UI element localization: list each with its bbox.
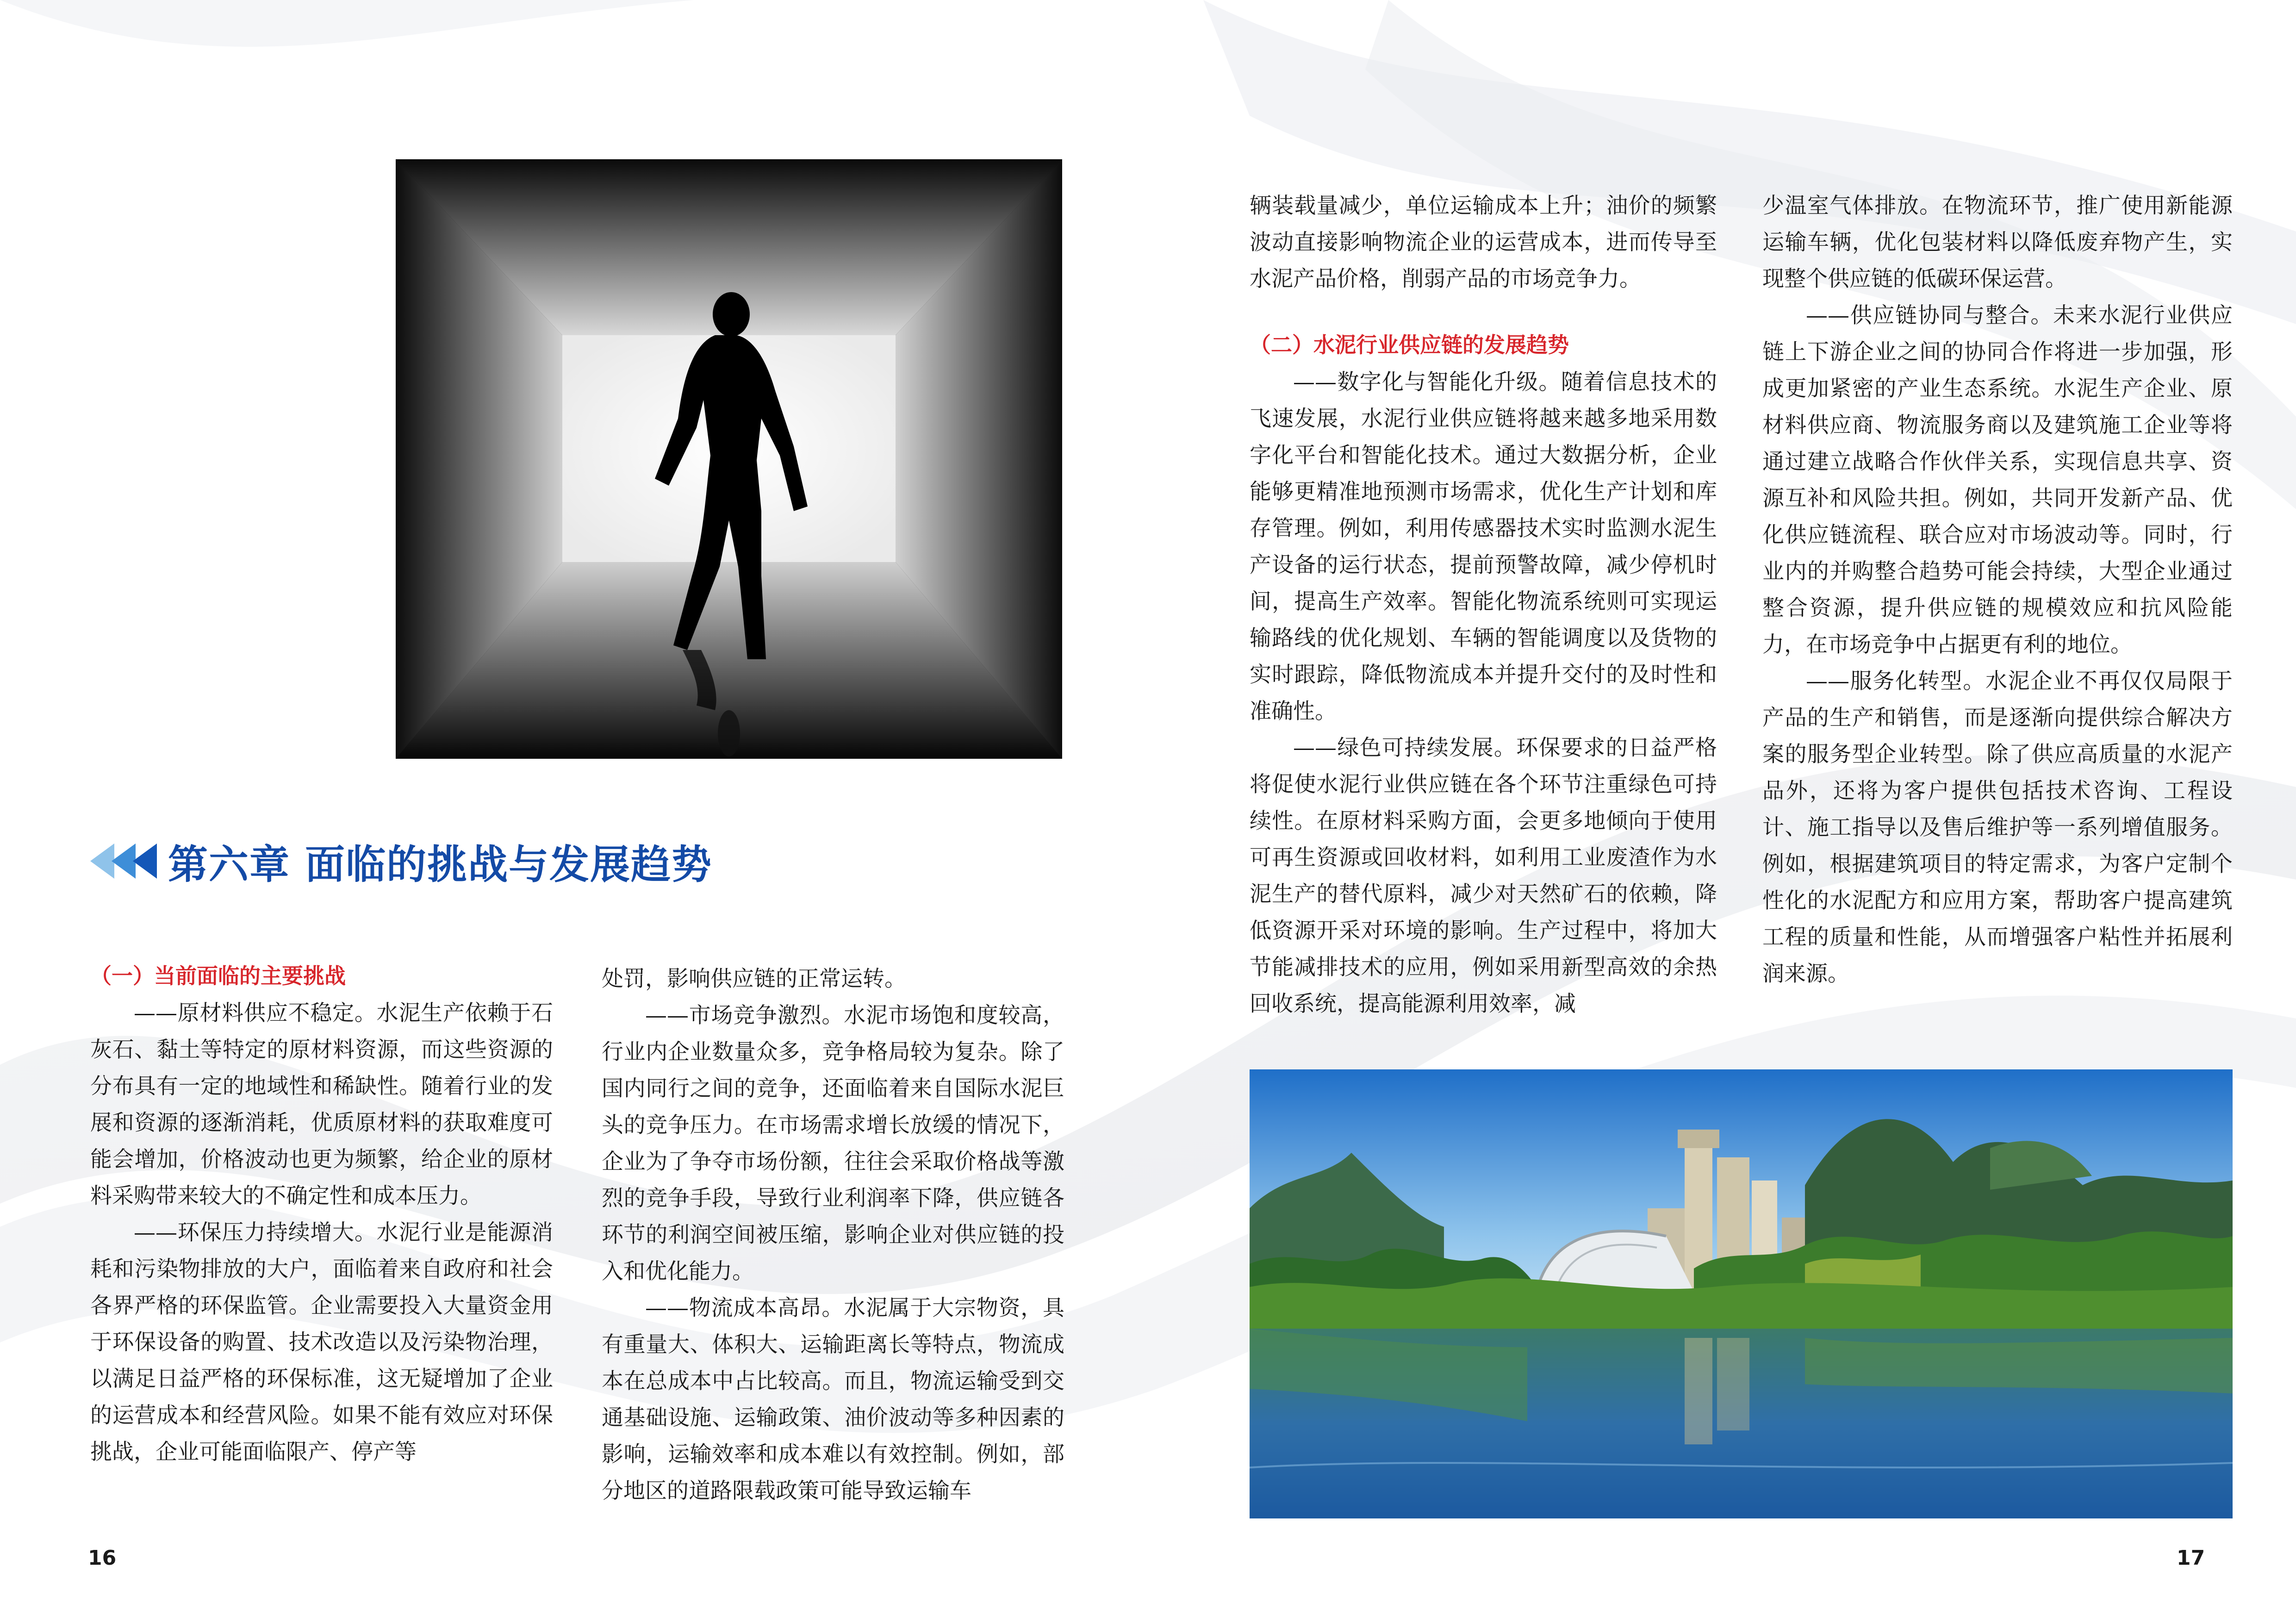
right-page	[1148, 0, 2296, 1624]
paragraph-synergy: ——供应链协同与整合。未来水泥行业供应链上下游企业之间的协同合作将进一步加强，形成更加紧密的产业生态系统。水泥生产企业、原材料供应商、物流服务商以及建筑施工企业等将通过建立战略合作伙伴关系，实现信息共享、资源互补和风险共担。例如，共同开发新产品、优化供应链流程、联合应对市场波动等。同时，行业内的并购整合趋势可能会持续，大型企业通过整合资源，提升供应链的规模效应和抗风险能力，在市场竞争中占据更有利的地位。	[1762, 303, 2233, 657]
paragraph-logistics-continued: 辆装载量减少，单位运输成本上升；油价的频繁波动直接影响物流企业的运营成本，进而传导至水泥产品价格，削弱产品的市场竞争力。	[1250, 193, 1717, 292]
paragraph-raw-materials: ——原材料供应不稳定。水泥生产依赖于石灰石、黏土等特定的原材料资源，而这些资源的分布具有一定的地域性和稀缺性。随着行业的发展和资源的逐渐消耗，优质原材料的获取难度可能会增加，价格波动也更为频繁，给企业的原材料采购带来较大的不确定性和成本压力。	[90, 1000, 553, 1209]
section-heading-challenges: （一）当前面临的主要挑战	[90, 963, 346, 988]
paragraph-green: ——绿色可持续发展。环保要求的日益严格将促使水泥行业供应链在各个环节注重绿色可持续性。在原材料采购方面，会更多地倾向于使用可再生资源或回收材料，如利用工业废渣作为水泥生产的替代原料，减少对天然矿石的依赖，降低资源开采对环境的影响。生产过程中，将加大节能减排技术的应用，例如采用新型高效的余热回收系统，提高能源利用效率，减	[1250, 735, 1717, 1017]
paragraph-competition: ——市场竞争激烈。水泥市场饱和度较高，行业内企业数量众多，竞争格局较为复杂。除了国内同行之间的竞争，还面临着来自国际水泥巨头的竞争压力。在市场需求增长放缓的情况下，企业为了争夺市场份额，往往会采取价格战等激烈的竞争手段，导致行业利润率下降，供应链各环节的利润空间被压缩，影响企业对供应链的投入和优化能力。	[602, 1003, 1064, 1284]
text-column-4	[1762, 187, 2233, 992]
paragraph-logistics: ——物流成本高昂。水泥属于大宗物资，具有重量大、体积大、运输距离长等特点，物流成本在总成本中占比较高。而且，物流运输受到交通基础设施、运输政策、油价波动等多种因素的影响，运输效率和成本难以有效控制。例如，部分地区的道路限载政策可能导致运输车	[602, 1295, 1064, 1504]
paragraph-service: ——服务化转型。水泥企业不再仅仅局限于产品的生产和销售，而是逐渐向提供综合解决方案的服务型企业转型。除了供应高质量的水泥产品外，还将为客户提供包括技术咨询、工程设计、施工指导以及售后维护等一系列增值服务。例如，根据建筑项目的特定需求，为客户定制个性化的水泥配方和应用方案，帮助客户提高建筑工程的质量和性能，从而增强客户粘性并拓展利润来源。	[1762, 668, 2233, 987]
page-number-right: 17	[2177, 1546, 2205, 1570]
paragraph-continuation: 处罚，影响供应链的正常运转。	[602, 966, 906, 992]
text-column-2	[602, 961, 1064, 1509]
chapter-title: 第六章 面临的挑战与发展趋势	[168, 842, 712, 888]
paragraph-environmental: ——环保压力持续增大。水泥行业是能源消耗和污染物排放的大户，面临着来自政府和社会各界严格的环保监管。企业需要投入大量资金用于环保设备的购置、技术改造以及污染物治理，以满足日益严格的环保标准，这无疑增加了企业的运营成本和经营风险。如果不能有效应对环保挑战，企业可能面临限产、停产等	[90, 1220, 553, 1465]
text-column-3	[1250, 187, 1717, 1022]
paragraph-green-continued: 少温室气体排放。在物流环节，推广使用新能源运输车辆，优化包装材料以降低废弃物产生，实现整个供应链的低碳环保运营。	[1762, 193, 2233, 292]
text-column-1	[90, 961, 553, 1470]
page-number-left: 16	[88, 1546, 117, 1570]
running-man-tunnel-image	[396, 159, 1062, 759]
paragraph-digital: ——数字化与智能化升级。随着信息技术的飞速发展，水泥行业供应链将越来越多地采用数字化平台和智能化技术。通过大数据分析，企业能够更精准地预测市场需求，优化生产计划和库存管理。例如，利用传感器技术实时监测水泥生产设备的运行状态，提前预警故障，减少停机时间，提高生产效率。智能化物流系统则可实现运输路线的优化规划、车辆的智能调度以及货物的实时跟踪，降低物流成本并提升交付的及时性和准确性。	[1250, 369, 1717, 724]
cement-factory-landscape-image	[1250, 1069, 2233, 1518]
chapter-heading	[90, 829, 1016, 893]
chevron-arrows-icon	[90, 843, 154, 879]
section-heading-trends: （二）水泥行业供应链的发展趋势	[1250, 332, 1569, 357]
